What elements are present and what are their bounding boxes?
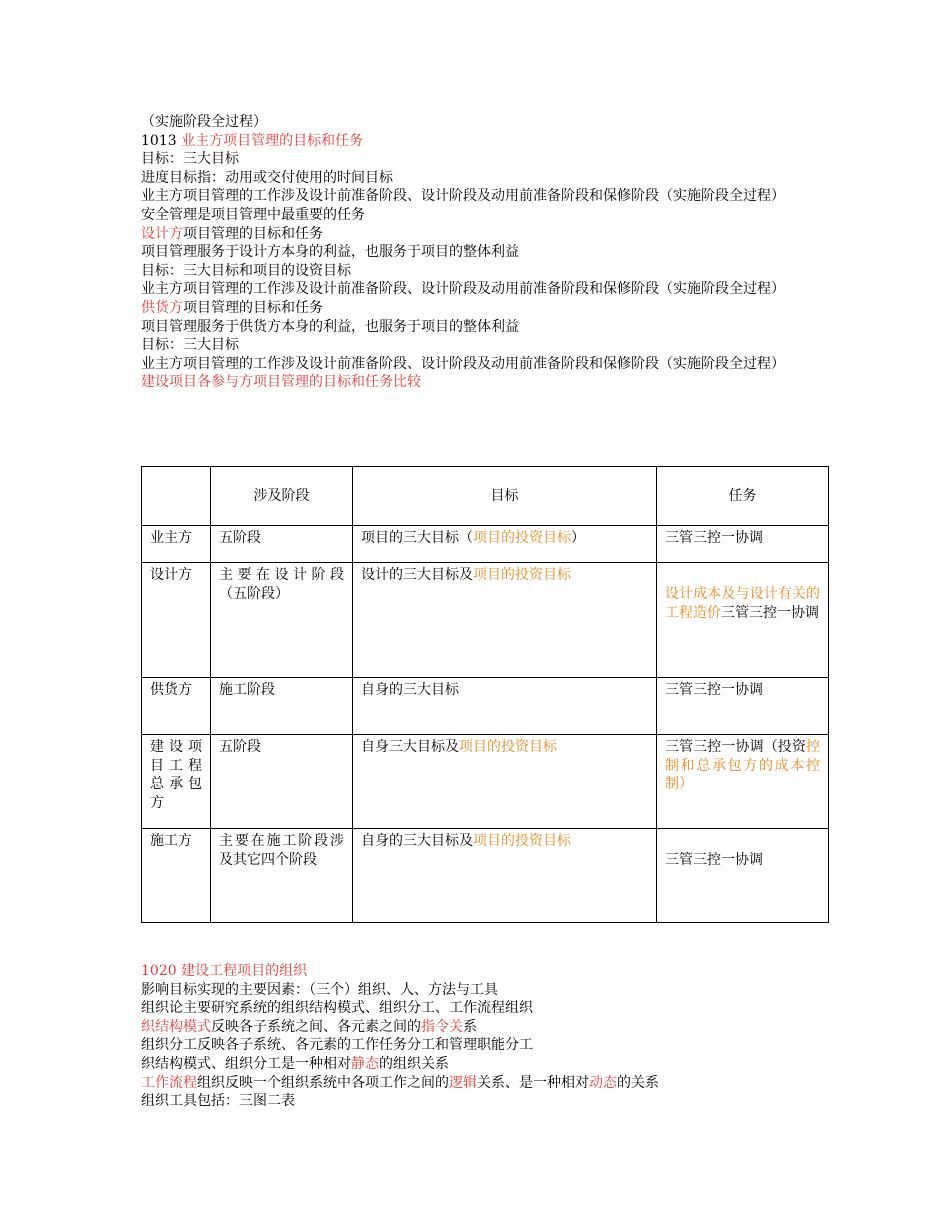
text-line xyxy=(141,299,831,318)
cell-goal xyxy=(353,526,657,563)
text-line xyxy=(141,962,831,981)
text-segment: 自身的三大目标及 xyxy=(361,833,473,849)
highlighted-text: 项目的投资目标 xyxy=(473,530,571,546)
text-line xyxy=(141,280,831,299)
text-line xyxy=(141,113,831,132)
text-line xyxy=(141,1036,831,1055)
highlighted-text: 织结构模式 xyxy=(141,1018,211,1035)
text-segment: 关系、是一种相对 xyxy=(477,1074,589,1091)
text-line xyxy=(141,318,831,337)
header-cell-blank xyxy=(142,467,211,526)
text-segment: 三管三控一协调 xyxy=(721,604,819,621)
text-segment: 1013 xyxy=(141,132,182,149)
cell-goal xyxy=(353,829,657,923)
highlighted-text: 项目的投资目标 xyxy=(473,567,571,583)
text-segment: 安全管理是项目管理中最重要的任务 xyxy=(141,206,365,223)
text-segment: 项目的三大目标（ xyxy=(361,530,473,546)
text-segment: 织结构模式、组织分工是一种相对 xyxy=(141,1055,351,1072)
text-line xyxy=(141,150,831,169)
text-segment: 三管三控一协调 xyxy=(665,852,763,868)
text-segment: 的组织关系 xyxy=(379,1055,449,1072)
cell-goal xyxy=(353,735,657,829)
text-segment: 项目管理服务于供货方本身的利益，也服务于项目的整体利益 xyxy=(141,318,519,335)
text-segment: 项目管理的目标和任务 xyxy=(183,299,323,316)
cell-stage: 五阶段 xyxy=(211,526,353,563)
highlighted-text: 动态 xyxy=(589,1074,617,1091)
table-header-row xyxy=(142,467,829,526)
text-line xyxy=(141,187,831,206)
highlighted-text: 工作流程 xyxy=(141,1074,197,1091)
text-line xyxy=(141,336,831,355)
cell-task xyxy=(657,526,829,563)
text-segment: 自身的三大目标 xyxy=(361,682,459,698)
text-segment: 反映各子系统之间、各元素之间的 xyxy=(211,1018,421,1035)
highlighted-text: 静态 xyxy=(351,1055,379,1072)
cell-party: 业主方 xyxy=(142,526,211,563)
text-line xyxy=(141,169,831,188)
cell-party: 设计方 xyxy=(142,563,211,678)
cell-goal xyxy=(353,678,657,735)
text-line xyxy=(141,1055,831,1074)
text-line xyxy=(141,981,831,1000)
text-line xyxy=(141,1092,831,1111)
cell-task xyxy=(657,678,829,735)
table-row xyxy=(142,526,829,563)
table-row xyxy=(142,735,829,829)
text-line xyxy=(141,1074,831,1093)
text-segment: 组织论主要研究系统的组织结构模式、组织分工、工作流程组织 xyxy=(141,1000,533,1017)
highlighted-text: 控制和总承包方的成本控制） xyxy=(665,739,820,793)
text-segment: 设计的三大目标及 xyxy=(361,567,473,583)
text-segment: 目标：三大目标 xyxy=(141,337,239,354)
text-line xyxy=(141,1018,831,1037)
text-line xyxy=(141,132,831,151)
highlighted-text: 设计成本及与设计有关的工程造价 xyxy=(665,586,820,621)
text-segment: 影响目标实现的主要因素：（三个）组织、人、方法与工具 xyxy=(141,981,498,998)
text-segment: 的关系 xyxy=(617,1074,659,1091)
text-segment: 项目管理服务于设计方本身的利益，也服务于项目的整体利益 xyxy=(141,244,519,261)
table-row xyxy=(142,829,829,923)
highlighted-text: 设计方 xyxy=(141,225,183,242)
text-line xyxy=(141,355,831,374)
text-segment: 组织工具包括：三图二表 xyxy=(141,1093,295,1110)
cell-party: 建设项目工程总承包方 xyxy=(142,735,211,829)
cell-stage: 主要在施工阶段涉及其它四个阶段 xyxy=(211,829,353,923)
text-segment: 目标：三大目标 xyxy=(141,151,239,168)
cell-task xyxy=(657,735,829,829)
notes-section-2 xyxy=(141,962,831,1111)
text-line xyxy=(141,262,831,281)
header-cell-goal: 目标 xyxy=(353,467,657,526)
highlighted-text: 逻辑 xyxy=(449,1074,477,1091)
notes-section-1 xyxy=(141,113,831,392)
table-row xyxy=(142,678,829,735)
text-line xyxy=(141,373,831,392)
text-line xyxy=(141,243,831,262)
text-segment: 自身三大目标及 xyxy=(361,739,459,755)
header-cell-stage: 涉及阶段 xyxy=(211,467,353,526)
highlighted-text: 供货方 xyxy=(141,299,183,316)
cell-stage: 施工阶段 xyxy=(211,678,353,735)
table-row xyxy=(142,563,829,678)
cell-party: 施工方 xyxy=(142,829,211,923)
text-segment: 项目管理的目标和任务 xyxy=(183,225,323,242)
text-segment: ） xyxy=(571,530,585,546)
cell-stage: 五阶段 xyxy=(211,735,353,829)
text-segment: 业主方项目管理的工作涉及设计前准备阶段、设计阶段及动用前准备阶段和保修阶段（实施阶段全过程） xyxy=(141,188,785,205)
text-segment: 目标：三大目标和项目的设资目标 xyxy=(141,262,351,279)
text-line xyxy=(141,225,831,244)
highlighted-text: 1020 建设工程项目的组织 xyxy=(141,963,308,979)
highlighted-text: 指令关 xyxy=(421,1018,463,1035)
comparison-table xyxy=(141,466,829,923)
text-segment: 三管三控一协调 xyxy=(665,530,763,546)
cell-task xyxy=(657,563,829,678)
text-segment: 三管三控一协调 xyxy=(665,682,763,698)
text-line xyxy=(141,999,831,1018)
highlighted-text: 业主方项目管理的目标和任务 xyxy=(181,132,364,149)
highlighted-text: 项目的投资目标 xyxy=(473,833,571,849)
text-segment: 业主方项目管理的工作涉及设计前准备阶段、设计阶段及动用前准备阶段和保修阶段（实施阶段全过程） xyxy=(141,355,785,372)
cell-task xyxy=(657,829,829,923)
highlighted-text: 建设项目各参与方项目管理的目标和任务比较 xyxy=(141,374,421,391)
text-line xyxy=(141,206,831,225)
highlighted-text: 项目的投资目标 xyxy=(459,739,557,755)
cell-goal xyxy=(353,563,657,678)
text-segment: （实施阶段全过程） xyxy=(141,114,267,130)
header-cell-task: 任务 xyxy=(657,467,829,526)
text-segment: 组织分工反映各子系统、各元素的工作任务分工和管理职能分工 xyxy=(141,1037,533,1054)
text-segment: 三管三控一协调（投资 xyxy=(665,739,806,755)
text-segment: 业主方项目管理的工作涉及设计前准备阶段、设计阶段及动用前准备阶段和保修阶段（实施阶段全过程） xyxy=(141,281,785,298)
cell-party: 供货方 xyxy=(142,678,211,735)
text-segment: 系 xyxy=(463,1018,477,1035)
text-segment: 进度目标指：动用或交付使用的时间目标 xyxy=(141,169,393,186)
cell-stage: 主要在设计阶段（五阶段） xyxy=(211,563,353,678)
text-segment: 组织反映一个组织系统中各项工作之间的 xyxy=(197,1074,449,1091)
